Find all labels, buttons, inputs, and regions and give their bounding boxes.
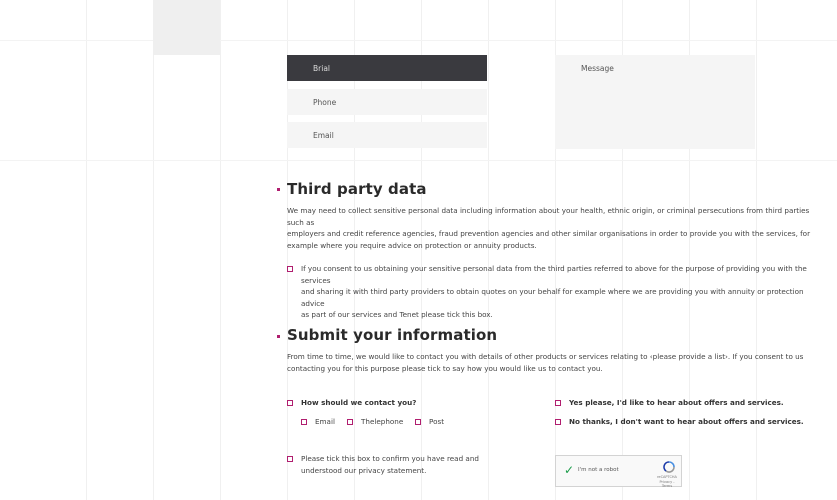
email-input[interactable] <box>287 122 487 148</box>
grid-line <box>0 40 837 41</box>
telephone-option-label: Thelephone <box>361 417 404 426</box>
recaptcha-links[interactable]: Privacy - Terms <box>659 479 675 488</box>
recaptcha-logo-icon <box>662 461 676 473</box>
section-bullet <box>277 188 280 191</box>
third-party-description <box>287 205 817 251</box>
consent-line: and sharing it with third party providers to obtain quotes on your behalf for example where we are providing you with annuity or protection advice <box>301 287 804 308</box>
phone-input-placeholder: Phone <box>313 98 337 107</box>
recaptcha-brand: reCAPTCHA <box>657 475 677 479</box>
contact-method-checkbox[interactable] <box>287 400 293 406</box>
email-option-label: Email <box>315 417 335 426</box>
grid-line <box>220 0 221 500</box>
submit-line: contacting you for this purpose please tick to say how you would like us to contact you. <box>287 363 603 373</box>
third-party-consent-text <box>301 263 821 321</box>
submit-description <box>287 351 817 374</box>
recaptcha-footer <box>656 475 678 489</box>
telephone-option-checkbox[interactable] <box>347 419 353 425</box>
no-offers-checkbox[interactable] <box>555 419 561 425</box>
privacy-checkbox[interactable] <box>287 456 293 462</box>
grid-line <box>0 160 837 161</box>
email-option-checkbox[interactable] <box>301 419 307 425</box>
grid-line <box>153 0 154 500</box>
message-placeholder: Message <box>581 64 614 73</box>
yes-offers-label: Yes please, I'd like to hear about offers and services. <box>569 398 784 407</box>
recaptcha-label: I'm not a robot <box>578 467 619 473</box>
consent-line: If you consent to us obtaining your sensitive personal data from the third parties referred to above for the purpose of providing you with the services <box>301 264 807 285</box>
placeholder-block <box>153 0 220 55</box>
privacy-text <box>301 453 541 476</box>
submit-line: From time to time, we would like to contact you with details of other products or services relating to ‹please provide a list›. If you consent to us <box>287 352 804 361</box>
email-input-placeholder: Email <box>313 131 334 140</box>
recaptcha-widget[interactable] <box>555 455 682 487</box>
consent-line: as part of our services and Tenet please tick this box. <box>301 310 493 319</box>
post-option-checkbox[interactable] <box>415 419 421 425</box>
section-bullet <box>277 335 280 338</box>
yes-offers-checkbox[interactable] <box>555 400 561 406</box>
checkmark-icon[interactable]: ✓ <box>564 463 575 477</box>
third-party-consent-checkbox[interactable] <box>287 266 293 272</box>
third-party-line: employers and credit reference agencies, fraud prevention agencies and other similar organisations in order to provide you with the services, for <box>287 229 811 238</box>
name-input[interactable] <box>287 55 487 81</box>
contact-question: How should we contact you? <box>301 398 417 407</box>
phone-input[interactable] <box>287 89 487 115</box>
grid-line <box>86 0 87 500</box>
no-offers-label: No thanks, I don't want to hear about offers and services. <box>569 417 804 426</box>
name-input-placeholder: Brial <box>313 64 330 73</box>
third-party-line: example where you require advice on protection or annuity products. <box>287 240 537 250</box>
post-option-label: Post <box>429 417 445 426</box>
privacy-line: understood our privacy statement. <box>301 465 427 475</box>
submit-heading: Submit your information <box>287 326 498 344</box>
message-textarea[interactable] <box>555 55 755 149</box>
third-party-heading: Third party data <box>287 180 427 198</box>
privacy-line: Please tick this box to confirm you have read and <box>301 454 479 463</box>
third-party-line: We may need to collect sensitive personal data including information about your health, ethnic origin, or criminal persecutions from third parties such as <box>287 206 810 227</box>
